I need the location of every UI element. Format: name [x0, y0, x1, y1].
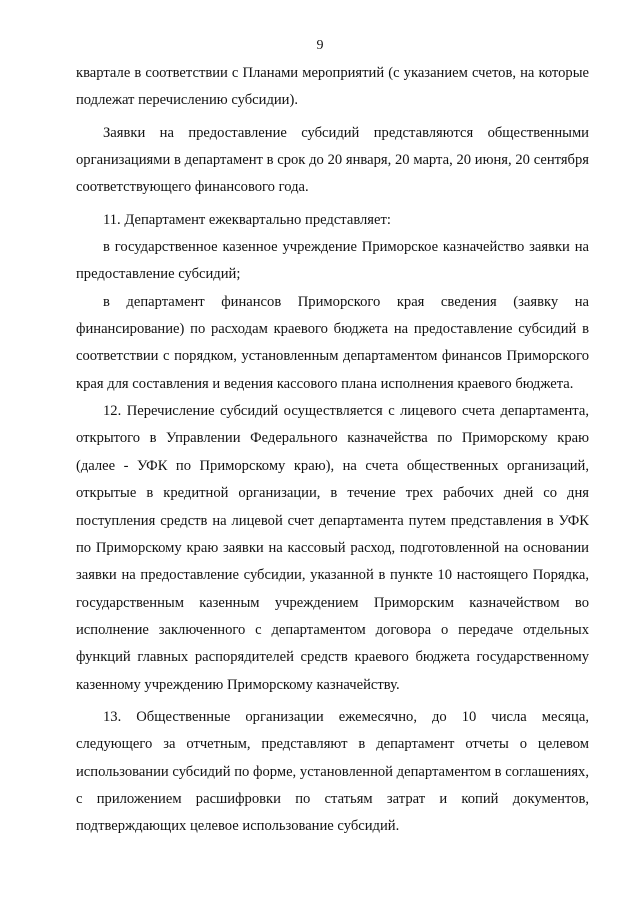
paragraph-clause-11-finance: в департамент финансов Приморского края сведения (заявку на финансирование) по расходам краевого бюджета на предоставление субсидий в соответствии с порядком, установленным департаментом финансов Приморского края для составления и ведения кассового плана исполнения краевого бюджета.	[76, 293, 589, 392]
paragraph-clause-11: 11. Департамент ежеквартально представляет:	[103, 211, 391, 228]
paragraph-clause-13: 13. Общественные организации ежемесячно, до 10 числа месяца, следующего за отчетным, представляют в департамент отчеты о целевом использовании субсидий по форме, установленной департаментом в соглашениях, с приложением расшифровки по статьям затрат и копий документов, подтверждающих целевое использование субсидий.	[76, 708, 589, 835]
document-body	[76, 60, 589, 841]
paragraph-clause-11-treasury: в государственное казенное учреждение Приморское казначейство заявки на предоставление субсидий;	[76, 239, 589, 283]
paragraph-clause-12: 12. Перечисление субсидий осуществляется с лицевого счета департамента, открытого в Управлении Федерального казначейства по Приморскому краю (далее - УФК по Приморскому краю), на счета общественных организаций, открытые в кредитной организации, в течение трех рабочих дней со дня поступления средств на лицевой счет департамента путем представления в УФК по Приморскому краю заявки на кассовый расход, подготовленной на основании заявки на предоставление субсидии, указанной в пункте 10 настоящего Порядка, государственным казенным учреждением Приморским казначейством во исполнение заключенного с департаментом договора о передаче отдельных функций главных распорядителей средств краевого бюджета государственному казенному учреждению Приморскому казначейству.	[76, 403, 589, 693]
paragraph-applications: Заявки на предоставление субсидий представляются общественными организациями в департамент в срок до 20 января, 20 марта, 20 июня, 20 сентября соответствующего финансового года.	[76, 124, 589, 196]
page-number: 9	[316, 38, 324, 53]
paragraph-continuation: квартале в соответствии с Планами мероприятий (с указанием счетов, на которые подлежат перечислению субсидии).	[76, 65, 589, 109]
